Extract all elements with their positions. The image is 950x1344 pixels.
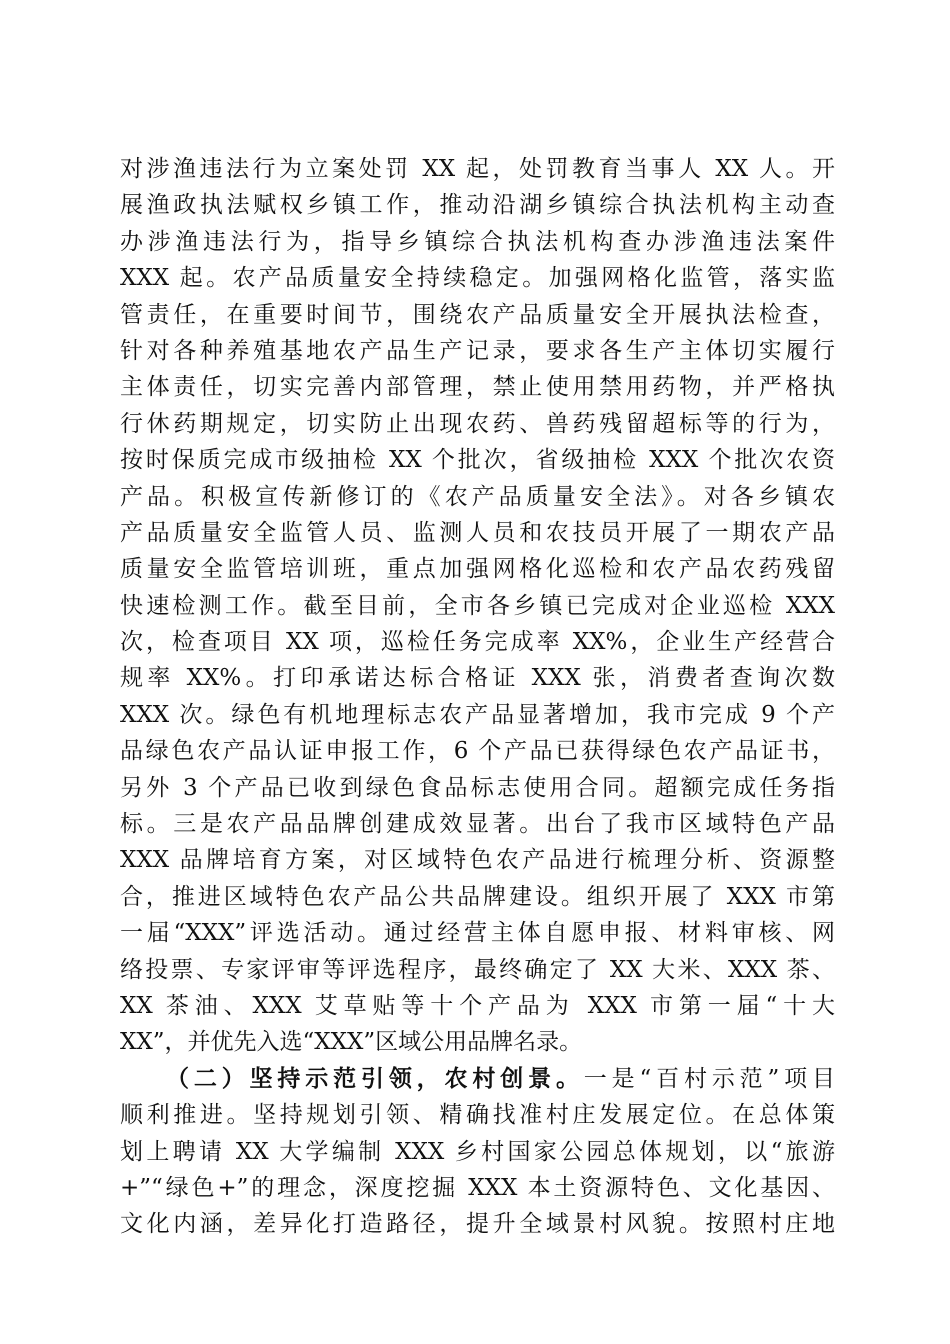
body-text xyxy=(120,151,835,1243)
text-line: 规率 XX%。打印承诺达标合格证 XXX 张，消费者查询次数 xyxy=(120,665,835,692)
text-line: 品绿色农产品认证申报工作，6 个产品已获得绿色农产品证书， xyxy=(120,738,835,765)
text-line: 办涉渔违法行为，指导乡镇综合执法机构查办涉渔违法案件 xyxy=(120,228,835,255)
text-line: 按时保质完成市级抽检 XX 个批次，省级抽检 XXX 个批次农资 xyxy=(120,447,835,474)
section-first-line xyxy=(120,1061,835,1097)
text-line: 快速检测工作。截至目前，全市各乡镇已完成对企业巡检 XXX xyxy=(120,592,835,619)
section-first-line-text: 一是“百村示范”项目 xyxy=(583,1065,835,1092)
text-line: XXX 品牌培育方案，对区域特色农产品进行梳理分析、资源整 xyxy=(120,847,835,874)
section-heading: （二）坚持示范引领，农村创景。 xyxy=(166,1064,584,1092)
text-line: 合，推进区域特色农产品公共品牌建设。组织开展了 XXX 市第 xyxy=(120,883,835,910)
text-line: XXX 次。绿色有机地理标志农产品显著增加，我市完成 9 个产 xyxy=(120,701,835,728)
text-line: 产品质量安全监管人员、监测人员和农技员开展了一期农产品 xyxy=(120,519,835,546)
text-line: 文化内涵，差异化打造路径，提升全域景村风貌。按照村庄地 xyxy=(120,1211,835,1238)
text-line: XX 茶油、XXX 艾草贴等十个产品为 XXX 市第一届“十大 xyxy=(120,992,835,1019)
text-line: 次，检查项目 XX 项，巡检任务完成率 XX%，企业生产经营合 xyxy=(120,629,835,656)
text-line: 划上聘请 XX 大学编制 XXX 乡村国家公园总体规划，以“旅游 xyxy=(120,1138,835,1165)
text-line: 顺利推进。坚持规划引领、精确找准村庄发展定位。在总体策 xyxy=(120,1102,835,1129)
text-line: 针对各种养殖基地农产品生产记录，要求各生产主体切实履行 xyxy=(120,337,835,364)
text-line: 行休药期规定，切实防止出现农药、兽药残留超标等的行为， xyxy=(120,410,835,437)
text-line: 质量安全监管培训班，重点加强网格化巡检和农产品农药残留 xyxy=(120,556,835,583)
text-line: 一届“XXX”评选活动。通过经营主体自愿申报、材料审核、网 xyxy=(120,920,835,947)
paragraph-last-line: XX”，并优先入选“XXX”区域公用品牌名录。 xyxy=(120,1029,583,1056)
text-line: +”“绿色+”的理念，深度挖掘 XXX 本土资源特色、文化基因、 xyxy=(120,1174,835,1201)
text-line: 标。三是农产品品牌创建成效显著。出台了我市区域特色产品 xyxy=(120,811,835,838)
text-line: XXX 起。农产品质量安全持续稳定。加强网格化监管，落实监 xyxy=(120,265,835,292)
text-line: 另外 3 个产品已收到绿色食品标志使用合同。超额完成任务指 xyxy=(120,774,835,801)
text-line: 管责任，在重要时间节，围绕农产品质量安全开展执法检查， xyxy=(120,301,835,328)
text-line: 主体责任，切实完善内部管理，禁止使用禁用药物，并严格执 xyxy=(120,374,835,401)
text-line: 产品。积极宣传新修订的《农产品质量安全法》。对各乡镇农 xyxy=(120,483,835,510)
text-line: 络投票、专家评审等评选程序，最终确定了 XX 大米、XXX 茶、 xyxy=(120,956,835,983)
text-line: 展渔政执法赋权乡镇工作，推动沿湖乡镇综合执法机构主动查 xyxy=(120,192,835,219)
text-line: 对涉渔违法行为立案处罚 XX 起，处罚教育当事人 XX 人。开 xyxy=(120,156,835,182)
